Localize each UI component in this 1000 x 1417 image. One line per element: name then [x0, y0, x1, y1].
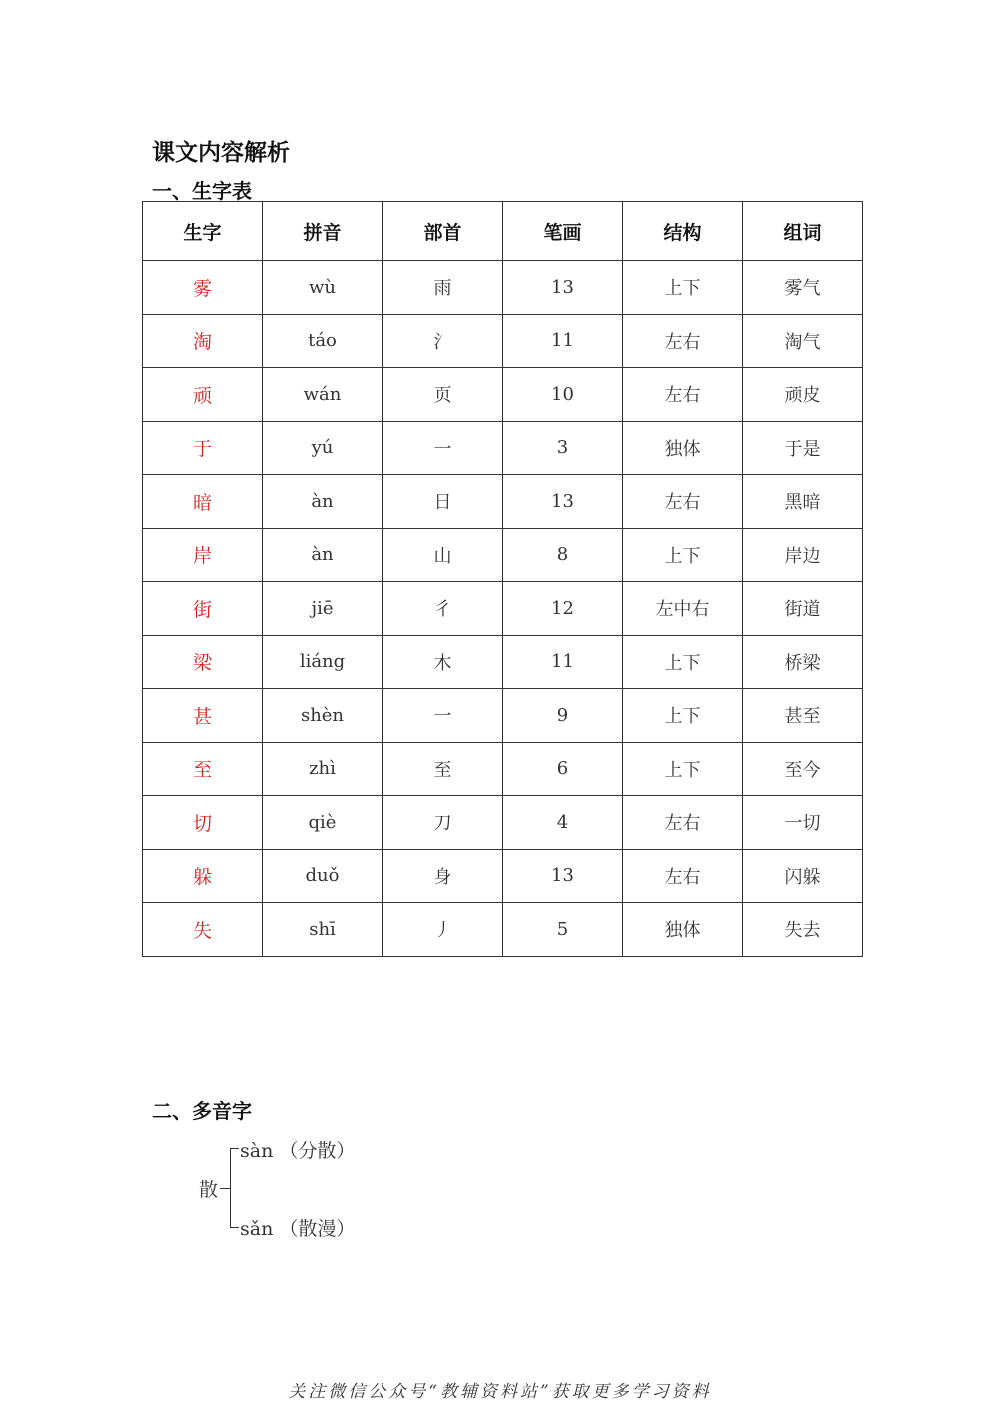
table-cell: táo: [263, 314, 383, 368]
table-cell: 暗: [143, 475, 263, 529]
table-header-cell: 生字: [143, 202, 263, 261]
table-cell: 4: [503, 796, 623, 850]
table-header-row: [143, 202, 863, 261]
table-cell: 淘: [143, 314, 263, 368]
table-cell: 顽: [143, 368, 263, 422]
table-cell: 11: [503, 314, 623, 368]
table-cell: 彳: [383, 582, 503, 636]
table-cell: 左右: [623, 796, 743, 850]
table-cell: 梁: [143, 635, 263, 689]
table-cell: 黑暗: [743, 475, 863, 529]
table-cell: duǒ: [263, 849, 383, 903]
table-cell: 11: [503, 635, 623, 689]
table-cell: 顽皮: [743, 368, 863, 422]
table-row: [143, 635, 863, 689]
table-cell: 页: [383, 368, 503, 422]
table-cell: 独体: [623, 421, 743, 475]
table-header-cell: 结构: [623, 202, 743, 261]
table-cell: 13: [503, 475, 623, 529]
table-cell: 独体: [623, 903, 743, 957]
table-cell: shī: [263, 903, 383, 957]
table-row: [143, 903, 863, 957]
table-cell: 桥梁: [743, 635, 863, 689]
table-cell: wán: [263, 368, 383, 422]
table-cell: 切: [143, 796, 263, 850]
table-cell: 5: [503, 903, 623, 957]
table-cell: 一: [383, 689, 503, 743]
brace-bracket: [230, 1148, 239, 1228]
table-cell: shèn: [263, 689, 383, 743]
table-cell: 上下: [623, 528, 743, 582]
table-header-cell: 拼音: [263, 202, 383, 261]
table-cell: àn: [263, 475, 383, 529]
table-row: [143, 368, 863, 422]
table-cell: wù: [263, 261, 383, 315]
table-cell: 10: [503, 368, 623, 422]
table-header-cell: 部首: [383, 202, 503, 261]
table-cell: 日: [383, 475, 503, 529]
table-row: [143, 528, 863, 582]
table-cell: àn: [263, 528, 383, 582]
table-cell: 岸: [143, 528, 263, 582]
table-cell: 街道: [743, 582, 863, 636]
polyphone-reading: sǎn （散漫）: [240, 1218, 356, 1240]
table-cell: 街: [143, 582, 263, 636]
table-cell: 刀: [383, 796, 503, 850]
table-cell: 一切: [743, 796, 863, 850]
table-cell: 氵: [383, 314, 503, 368]
table-cell: 失: [143, 903, 263, 957]
table-cell: 于是: [743, 421, 863, 475]
table-cell: 左右: [623, 475, 743, 529]
table-cell: 至今: [743, 742, 863, 796]
table-cell: jiē: [263, 582, 383, 636]
table-row: [143, 475, 863, 529]
table-cell: 上下: [623, 261, 743, 315]
table-cell: 13: [503, 261, 623, 315]
section-heading-vocab: 一、生字表: [152, 179, 252, 203]
vocab-table: [142, 201, 863, 957]
table-cell: 9: [503, 689, 623, 743]
table-cell: 上下: [623, 689, 743, 743]
table-cell: 左右: [623, 849, 743, 903]
table-cell: 8: [503, 528, 623, 582]
table-row: [143, 314, 863, 368]
table-row: [143, 796, 863, 850]
table-cell: 至: [143, 742, 263, 796]
polyphone-reading: sàn （分散）: [240, 1140, 356, 1162]
table-cell: 雨: [383, 261, 503, 315]
table-cell: 6: [503, 742, 623, 796]
table-row: [143, 582, 863, 636]
table-cell: 木: [383, 635, 503, 689]
table-cell: 甚: [143, 689, 263, 743]
table-cell: liáng: [263, 635, 383, 689]
table-cell: 13: [503, 849, 623, 903]
table-cell: 躲: [143, 849, 263, 903]
table-cell: 淘气: [743, 314, 863, 368]
table-row: [143, 849, 863, 903]
table-cell: 上下: [623, 635, 743, 689]
table-row: [143, 689, 863, 743]
table-cell: zhì: [263, 742, 383, 796]
table-cell: 左右: [623, 368, 743, 422]
footer-note: 关注微信公众号“教辅资料站”获取更多学习资料: [288, 1382, 712, 1402]
table-cell: 身: [383, 849, 503, 903]
table-row: [143, 421, 863, 475]
page-title: 课文内容解析: [152, 140, 290, 166]
table-cell: 闪躲: [743, 849, 863, 903]
table-header-cell: 笔画: [503, 202, 623, 261]
table-cell: 至: [383, 742, 503, 796]
table-cell: 于: [143, 421, 263, 475]
table-cell: 3: [503, 421, 623, 475]
table-cell: 一: [383, 421, 503, 475]
table-cell: 左右: [623, 314, 743, 368]
polyphone-char: 散: [199, 1179, 219, 1201]
table-cell: yú: [263, 421, 383, 475]
table-cell: 山: [383, 528, 503, 582]
brace-stem: [220, 1188, 230, 1189]
table-cell: 上下: [623, 742, 743, 796]
table-cell: 左中右: [623, 582, 743, 636]
table-header-cell: 组词: [743, 202, 863, 261]
table-cell: 甚至: [743, 689, 863, 743]
section-heading-polyphone: 二、多音字: [152, 1099, 252, 1123]
table-cell: 雾: [143, 261, 263, 315]
table-body: [143, 261, 863, 957]
table-row: [143, 742, 863, 796]
table-cell: 12: [503, 582, 623, 636]
table-cell: 岸边: [743, 528, 863, 582]
table-cell: 丿: [383, 903, 503, 957]
table-cell: qiè: [263, 796, 383, 850]
table-row: [143, 261, 863, 315]
table-cell: 失去: [743, 903, 863, 957]
table-cell: 雾气: [743, 261, 863, 315]
